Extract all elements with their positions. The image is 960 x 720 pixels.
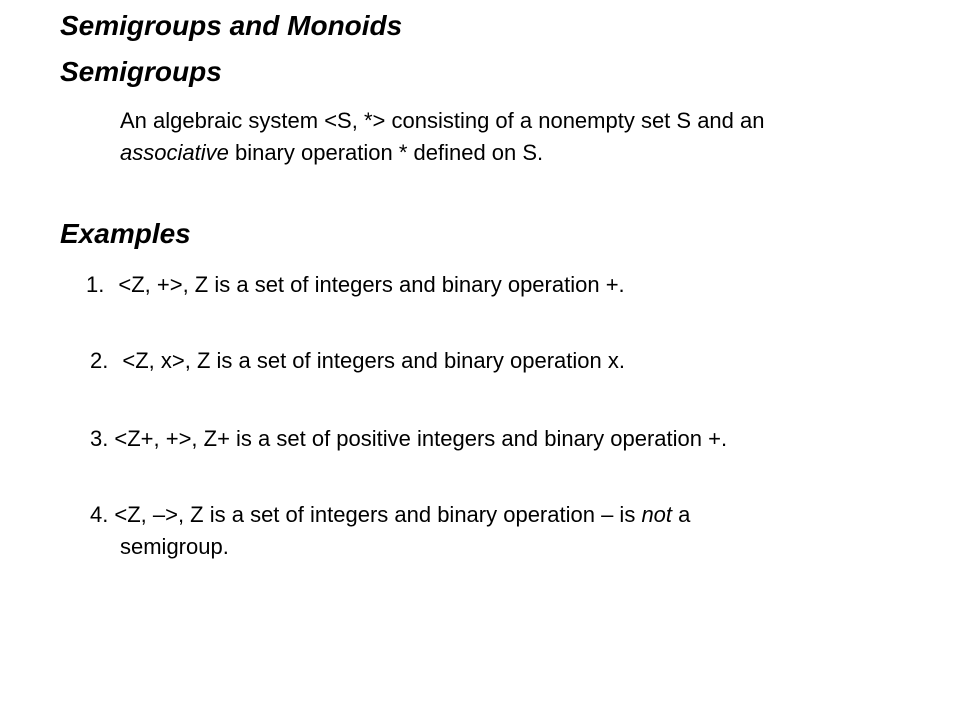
- definition-line-1: [120, 105, 920, 137]
- example-number: 2.: [90, 348, 109, 373]
- example-number: 1.: [86, 272, 105, 297]
- section-heading-semigroups: Semigroups: [60, 56, 222, 87]
- section-heading-examples: Examples: [60, 218, 191, 249]
- example-text: <Z, x>, Z is a set of integers and binary operation x.: [122, 348, 625, 373]
- definition-emphasis: associative: [120, 140, 229, 165]
- example-item-4: [90, 499, 690, 563]
- example-text: <Z, +>, Z is a set of integers and binary operation +.: [118, 272, 625, 297]
- definition-prefix: An algebraic system: [120, 108, 325, 133]
- slide-title: Semigroups and Monoids: [60, 10, 403, 41]
- example-continuation: semigroup.: [120, 534, 229, 559]
- example-item-3: [90, 423, 727, 455]
- definition-line-2: [120, 137, 920, 169]
- example-number: 4.: [90, 502, 109, 527]
- example-number: 3.: [90, 426, 109, 451]
- definition-suffix: consisting of a nonempty set S and an: [385, 108, 765, 133]
- example-text: <Z, –>, Z is a set of integers and binary operation – is: [114, 502, 642, 527]
- example-emphasis: not: [641, 502, 673, 527]
- semigroup-definition: [120, 105, 920, 169]
- definition-rest: binary operation * defined on S.: [228, 140, 544, 165]
- example-text-end: a: [672, 502, 691, 527]
- definition-expression: <S, *>: [324, 108, 386, 133]
- example-item-1: [86, 269, 625, 301]
- example-item-2: [90, 345, 625, 377]
- example-text: <Z+, +>, Z+ is a set of positive integers and binary operation +.: [114, 426, 728, 451]
